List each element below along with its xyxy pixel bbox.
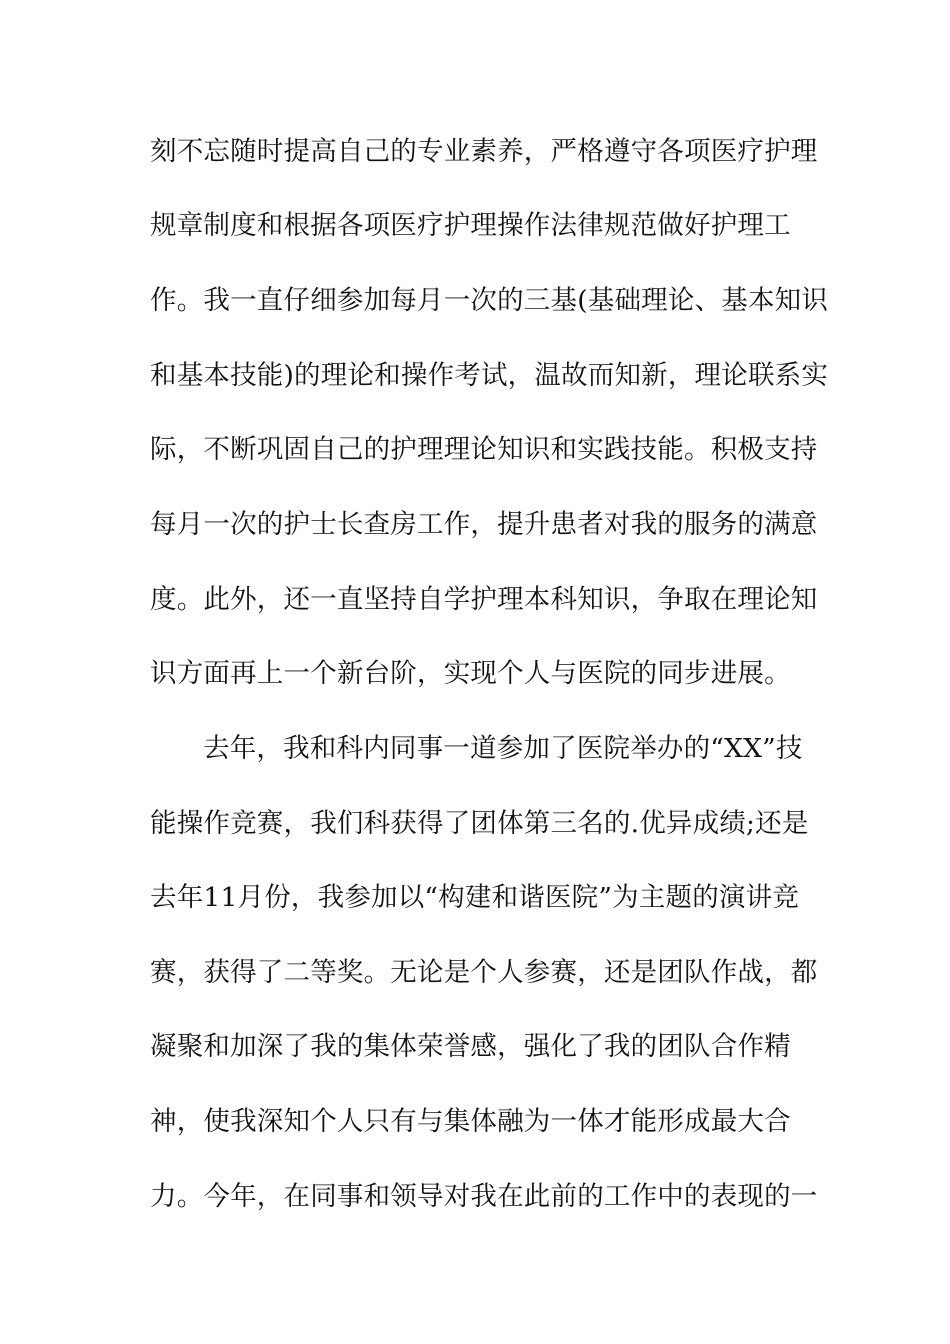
- text-line-11: 去年11月份，我参加以“构建和谐医院”为主题的演讲竞: [150, 882, 800, 913]
- text-line-6: 每月一次的护士长查房工作，提升患者对我的服务的满意: [150, 509, 818, 540]
- text-line-4: 和基本技能)的理论和操作考试，温故而知新，理论联系实: [150, 360, 829, 391]
- text-line-1: 刻不忘随时提高自己的专业素养，严格遵守各项医疗护理: [150, 136, 818, 167]
- text-line-15: 力。今年，在同事和领导对我在此前的工作中的表现的一: [150, 1181, 818, 1212]
- text-line-14: 神，使我深知个人只有与集体融为一体才能形成最大合: [150, 1106, 791, 1137]
- paragraph-start-line: 去年，我和科内同事一道参加了医院举办的“XX”技: [203, 733, 803, 764]
- text-line-12: 赛，获得了二等奖。无论是个人参赛，还是团队作战，都: [150, 957, 818, 988]
- text-line-13: 凝聚和加深了我的集体荣誉感，强化了我的团队合作精: [150, 1031, 791, 1062]
- text-line-8: 识方面再上一个新台阶，实现个人与医院的同步进展。: [150, 658, 791, 689]
- text-line-5: 际，不断巩固自己的护理理论知识和实践技能。积极支持: [150, 434, 818, 465]
- text-line-7: 度。此外，还一直坚持自学护理本科知识，争取在理论知: [150, 584, 818, 615]
- text-line-10: 能操作竞赛，我们科获得了团体第三名的.优异成绩;还是: [150, 808, 809, 839]
- text-line-2: 规章制度和根据各项医疗护理操作法律规范做好护理工: [150, 210, 791, 241]
- text-line-3: 作。我一直仔细参加每月一次的三基(基础理论、基本知识: [150, 285, 829, 316]
